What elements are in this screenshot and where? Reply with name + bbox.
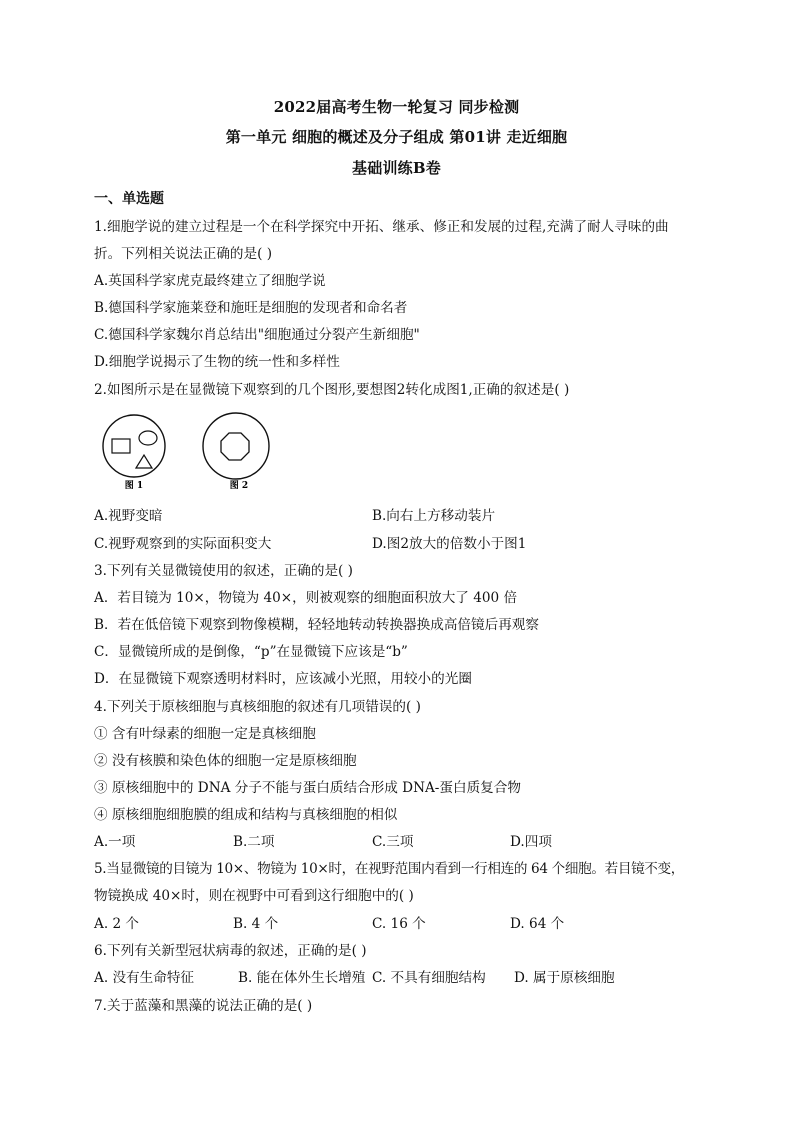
- q5-option-b: B. 4 个: [233, 916, 279, 932]
- figure-2: [203, 413, 269, 491]
- q1-option-b: B.德国科学家施莱登和施旺是细胞的发现者和命名者: [94, 300, 408, 316]
- q5-option-d: D. 64 个: [510, 916, 565, 932]
- section-heading: 一、单选题: [94, 191, 164, 207]
- q4-option-d: D.四项: [510, 834, 552, 850]
- triangle-shape: [136, 455, 152, 468]
- q3-option-d: D．在显微镜下观察透明材料时，应该减小光照，用较小的光圈: [94, 671, 472, 687]
- q1-stem-line2: 折。下列相关说法正确的是( ): [94, 246, 273, 262]
- q1-stem-line1: 1.细胞学说的建立过程是一个在科学探究中开拓、继承、修正和发展的过程,充满了耐人寻味的曲: [94, 219, 669, 235]
- q5-stem-line1: 5.当显微镜的目镜为 10×、物镜为 10×时，在视野范围内看到一行相连的 64 个细胞。若目镜不变，: [94, 861, 685, 877]
- octagon-shape: [221, 433, 249, 460]
- q6-stem: 6.下列有关新型冠状病毒的叙述，正确的是( ): [94, 943, 367, 959]
- figure-1-caption: 图 1: [124, 481, 144, 491]
- figure-2-caption: 图 2: [229, 481, 249, 491]
- q2-option-d: D.图2放大的倍数小于图1: [372, 536, 527, 552]
- q4-stem: 4.下列关于原核细胞与真核细胞的叙述有几项错误的( ): [94, 699, 421, 715]
- microscope-figure: [100, 410, 280, 495]
- q4-option-c: C.三项: [372, 834, 414, 850]
- q1-option-d: D.细胞学说揭示了生物的统一性和多样性: [94, 354, 340, 370]
- doc-title-line2: 第一单元 细胞的概述及分子组成 第01讲 走近细胞: [225, 128, 568, 146]
- q3-option-c: C．显微镜所成的是倒像，“p”在显微镜下应该是“b”: [94, 644, 408, 660]
- doc-title-line3: 基础训练B卷: [352, 159, 441, 177]
- q3-stem: 3.下列有关显微镜使用的叙述，正确的是( ): [94, 563, 353, 579]
- figure-1: [103, 415, 165, 491]
- q5-stem-line2: 物镜换成 40×时，则在视野中可看到这行细胞中的( ): [94, 888, 414, 904]
- q5-option-c: C. 16 个: [372, 916, 426, 932]
- q4-statement-2: ② 没有核膜和染色体的细胞一定是原核细胞: [94, 753, 357, 769]
- q5-option-a: A. 2 个: [94, 916, 140, 932]
- q3-option-b: B．若在低倍镜下观察到物像模糊，轻轻地转动转换器换成高倍镜后再观察: [94, 617, 539, 633]
- q2-option-a: A.视野变暗: [94, 508, 163, 524]
- q2-option-c: C.视野观察到的实际面积变大: [94, 536, 272, 552]
- q1-option-a: A.英国科学家虎克最终建立了细胞学说: [94, 273, 326, 289]
- q1-option-c: C.德国科学家魏尔肖总结出"细胞通过分裂产生新细胞": [94, 327, 420, 343]
- q4-option-a: A.一项: [94, 834, 136, 850]
- doc-title-line1: 2022届高考生物一轮复习 同步检测: [273, 98, 520, 116]
- q6-option-b: B. 能在体外生长增殖: [238, 970, 366, 986]
- q4-option-b: B.二项: [233, 834, 275, 850]
- square-shape: [112, 439, 130, 453]
- oval-shape: [139, 431, 157, 445]
- q3-option-a: A．若目镜为 10×，物镜为 40×，则被观察的细胞面积放大了 400 倍: [94, 590, 518, 606]
- q4-statement-3: ③ 原核细胞中的 DNA 分子不能与蛋白质结合形成 DNA-蛋白质复合物: [94, 780, 521, 796]
- q6-option-a: A. 没有生命特征: [94, 970, 195, 986]
- q7-stem: 7.关于蓝藻和黑藻的说法正确的是( ): [94, 998, 313, 1014]
- q2-option-b: B.向右上方移动装片: [372, 508, 496, 524]
- q6-option-d: D. 属于原核细胞: [514, 970, 615, 986]
- view-circle-2: [203, 413, 269, 479]
- q2-stem: 2.如图所示是在显微镜下观察到的几个图形,要想图2转化成图1,正确的叙述是( ): [94, 382, 570, 398]
- q4-statement-1: ① 含有叶绿素的细胞一定是真核细胞: [94, 726, 316, 742]
- q6-option-c: C. 不具有细胞结构: [372, 970, 486, 986]
- q4-statement-4: ④ 原核细胞细胞膜的组成和结构与真核细胞的相似: [94, 807, 398, 823]
